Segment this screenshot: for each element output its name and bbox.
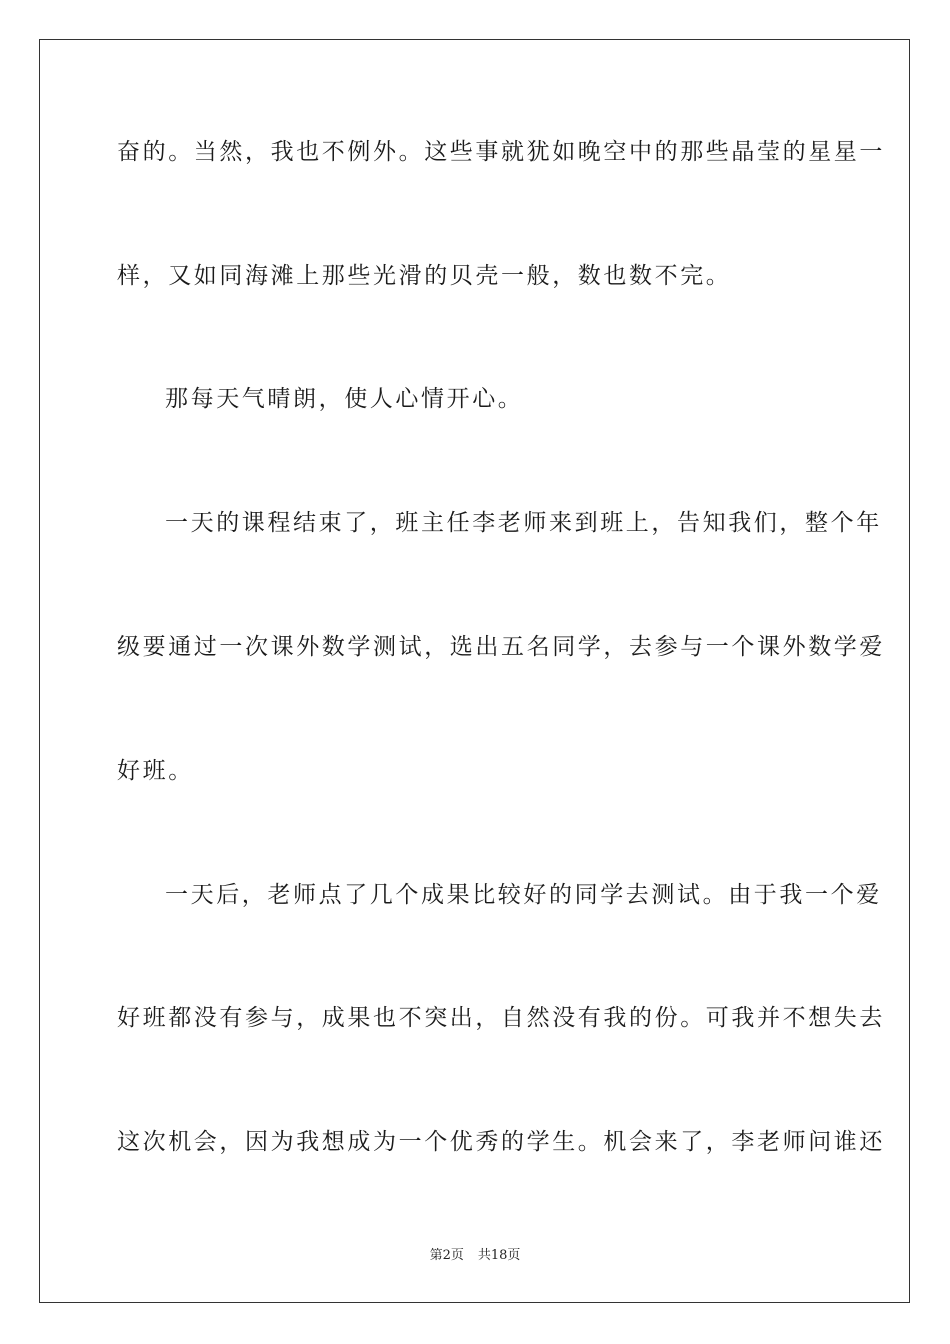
paragraph-line: 好班都没有参与，成果也不突出，自然没有我的份。可我并不想失去	[117, 1005, 885, 1031]
paragraph-line: 样，又如同海滩上那些光滑的贝壳一般，数也数不完。	[117, 263, 732, 289]
page-border	[39, 39, 910, 1303]
paragraph-line: 好班。	[117, 758, 194, 784]
total-pages: 共18页	[477, 1248, 521, 1263]
paragraph-line: 这次机会，因为我想成为一个优秀的学生。机会来了，李老师问谁还	[117, 1129, 885, 1155]
page-footer	[0, 1247, 950, 1265]
paragraph-line: 那每天气晴朗，使人心情开心。	[165, 386, 524, 412]
paragraph-line: 一天的课程结束了，班主任李老师来到班上，告知我们，整个年	[165, 510, 882, 536]
paragraph-line: 级要通过一次课外数学测试，选出五名同学，去参与一个课外数学爱	[117, 634, 885, 660]
paragraph-line: 一天后，老师点了几个成果比较好的同学去测试。由于我一个爱	[165, 882, 882, 908]
paragraph-line: 奋的。当然，我也不例外。这些事就犹如晚空中的那些晶莹的星星一	[117, 139, 885, 165]
page-number: 第2页	[429, 1248, 464, 1263]
